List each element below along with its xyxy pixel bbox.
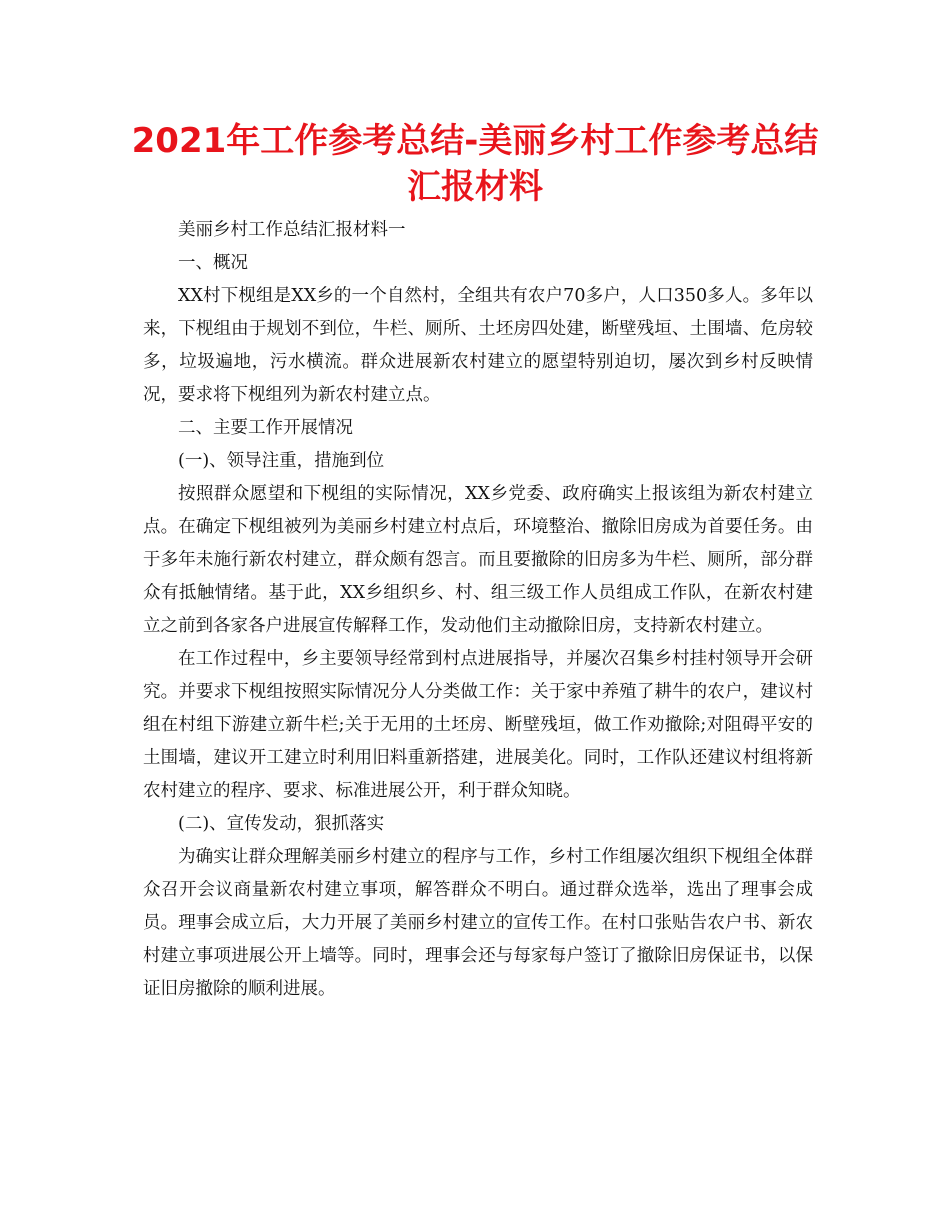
paragraph-subsection-leadership: (一)、领导注重，措施到位	[178, 451, 385, 471]
paragraph-overview-content: XX村下枧组是XX乡的一个自然村，全组共有农户70多户，人口350多人。多年以来，下枧组由于规划不到位，牛栏、厕所、土坯房四处建，断壁残垣、土围墙、危房较多，垃圾遍地，污水横流。群众进展新农村建立的愿望特别迫切，屡次到乡村反映情况，要求将下枧组列为新农村建立点。	[143, 286, 813, 405]
paragraph-section-main-work: 二、主要工作开展情况	[178, 418, 353, 438]
paragraph-subsection-publicity: (二)、宣传发动，狠抓落实	[178, 814, 385, 834]
paragraph-work-process-content: 在工作过程中，乡主要领导经常到村点进展指导，并屡次召集乡村挂村领导开会研究。并要求下枧组按照实际情况分人分类做工作：关于家中养殖了耕牛的农户，建议村组在村组下游建立新牛栏;关于无用的土坯房、断壁残垣，做工作劝撤除;对阻碍平安的土围墙，建议开工建立时利用旧料重新搭建，进展美化。同时，工作队还建议村组将新农村建立的程序、要求、标准进展公开，利于群众知晓。	[143, 649, 813, 801]
paragraph-heading-material-one: 美丽乡村工作总结汇报材料一	[178, 220, 406, 240]
paragraph-leadership-content: 按照群众愿望和下枧组的实际情况，XX乡党委、政府确实上报该组为新农村建立点。在确定下枧组被列为美丽乡村建立村点后，环境整治、撤除旧房成为首要任务。由于多年未施行新农村建立，群众颇有怨言。而且要撤除的旧房多为牛栏、厕所，部分群众有抵触情绪。基于此，XX乡组织乡、村、组三级工作人员组成工作队，在新农村建立之前到各家各户进展宣传解释工作，发动他们主动撤除旧房，支持新农村建立。	[143, 484, 813, 636]
document-body	[143, 214, 813, 1006]
paragraph-publicity-content: 为确实让群众理解美丽乡村建立的程序与工作，乡村工作组屡次组织下枧组全体群众召开会议商量新农村建立事项，解答群众不明白。通过群众选举，选出了理事会成员。理事会成立后，大力开展了美丽乡村建立的宣传工作。在村口张贴告农户书、新农村建立事项进展公开上墙等。同时，理事会还与每家每户签订了撤除旧房保证书，以保证旧房撤除的顺利进展。	[143, 847, 813, 999]
paragraph-section-overview: 一、概况	[178, 253, 248, 273]
document-title: 2021年工作参考总结-美丽乡村工作参考总结汇报材料	[131, 121, 819, 207]
